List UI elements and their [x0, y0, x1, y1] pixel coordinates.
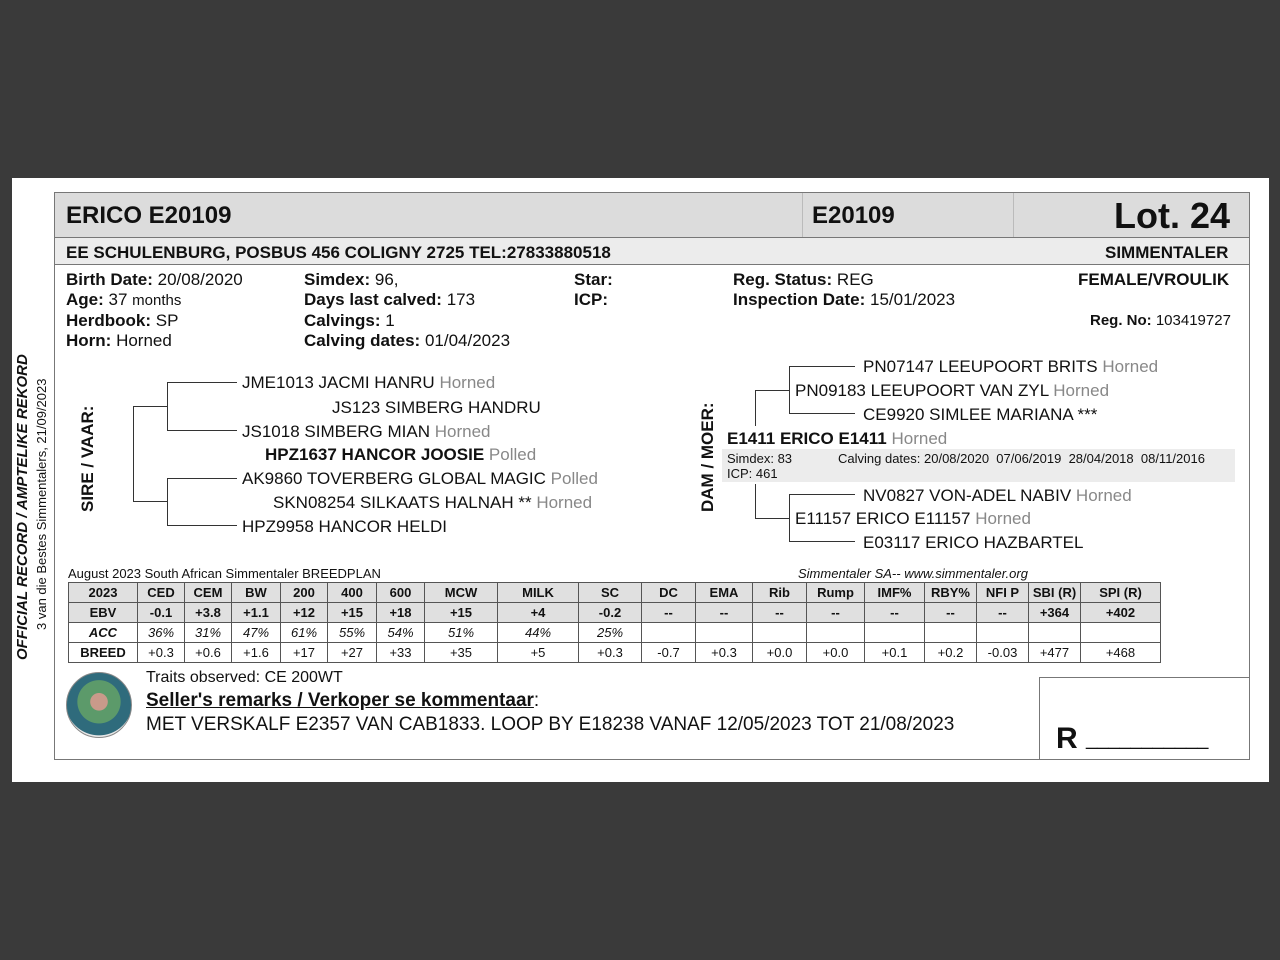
pedigree-line: [133, 406, 134, 502]
ebv-cell: +15: [328, 603, 377, 623]
ebv-cell: 25%: [579, 623, 642, 643]
ebv-cell: +0.0: [807, 643, 865, 663]
herdbook: Herdbook: SP: [66, 311, 179, 330]
pedigree-line: [789, 494, 790, 542]
dam-dam: E11157 ERICO E11157 Horned: [795, 509, 1031, 528]
ebv-cell: +0.3: [696, 643, 753, 663]
ebv-row-label: EBV: [69, 603, 138, 623]
ebv-cell: [865, 623, 925, 643]
price-symbol: R: [1056, 722, 1078, 755]
lot-number: Lot. 24: [1114, 195, 1231, 236]
pedigree-line: [167, 478, 168, 526]
ebv-cell: 54%: [377, 623, 425, 643]
pedigree-line: [133, 501, 167, 502]
dam-sire-dam: CE9920 SIMLEE MARIANA ***: [863, 405, 1098, 424]
ebv-row: [69, 643, 1161, 663]
sire-sire: JS123 SIMBERG HANDRU: [332, 398, 541, 417]
remarks-title: Seller's remarks / Verkoper se kommentaar:: [146, 690, 540, 711]
sire: HPZ1637 HANCOR JOOSIE Polled: [265, 445, 537, 464]
ebv-cell: MILK: [498, 583, 579, 603]
ebv-cell: +468: [1081, 643, 1161, 663]
ebv-row: [69, 603, 1161, 623]
ebv-cell: BW: [232, 583, 281, 603]
ebv-cell: --: [977, 603, 1029, 623]
ebv-cell: +0.2: [925, 643, 977, 663]
dam: E1411 ERICO E1411 Horned: [727, 429, 948, 448]
owner-line: EE SCHULENBURG, POSBUS 456 COLIGNY 2725 TEL:27833880518: [66, 243, 611, 262]
ebv-cell: SC: [579, 583, 642, 603]
ebv-row: [69, 623, 1161, 643]
ebv-cell: --: [865, 603, 925, 623]
sex-label: FEMALE/VROULIK: [1078, 270, 1230, 289]
ebv-cell: [925, 623, 977, 643]
sale-source-label: 3 van die Bestes Simmentalers, 21/09/2023: [34, 378, 49, 630]
dam-sire: PN09183 LEEUPOORT VAN ZYL Horned: [795, 381, 1110, 400]
ebv-cell: +4: [498, 603, 579, 623]
sire-side-label: SIRE / VAAR:: [78, 405, 97, 512]
ebv-cell: [977, 623, 1029, 643]
ebv-row-label: 2023: [69, 583, 138, 603]
dam-side-label: DAM / MOER:: [698, 402, 717, 512]
ebv-cell: +0.3: [138, 643, 185, 663]
ebv-cell: [696, 623, 753, 643]
animal-id: E20109: [812, 202, 895, 229]
pedigree-line: [789, 366, 855, 367]
pedigree-line: [133, 406, 167, 407]
society-logo-icon: [66, 672, 132, 738]
dam-icp: ICP: 461: [727, 466, 778, 481]
ebv-cell: 400: [328, 583, 377, 603]
ebv-cell: 51%: [425, 623, 498, 643]
ebv-cell: -0.7: [642, 643, 696, 663]
ebv-cell: -0.2: [579, 603, 642, 623]
ebv-cell: CEM: [185, 583, 232, 603]
ebv-cell: SPI (R): [1081, 583, 1161, 603]
ebv-cell: +18: [377, 603, 425, 623]
ebv-table: [68, 582, 1161, 663]
dam-calving-dates: Calving dates: 20/08/2020 07/06/2019 28/04/2018 08/11/2016: [838, 451, 1205, 466]
header-bar: [55, 193, 1249, 238]
pedigree-line: [167, 430, 237, 431]
ebv-cell: +15: [425, 603, 498, 623]
ebv-cell: [642, 623, 696, 643]
ebv-cell: +0.6: [185, 643, 232, 663]
calvings: Calvings: 1: [304, 311, 395, 330]
age: Age: 37 months: [66, 290, 182, 309]
pedigree-line: [755, 390, 789, 391]
header-divider: [1013, 193, 1014, 237]
pedigree-line: [755, 484, 756, 518]
ebv-cell: [807, 623, 865, 643]
ebv-cell: --: [753, 603, 807, 623]
header-divider: [802, 193, 803, 237]
ebv-cell: +27: [328, 643, 377, 663]
ebv-row-label: BREED: [69, 643, 138, 663]
ebv-cell: --: [925, 603, 977, 623]
ebv-cell: 44%: [498, 623, 579, 643]
ebv-cell: 31%: [185, 623, 232, 643]
ebv-cell: +12: [281, 603, 328, 623]
ebv-cell: EMA: [696, 583, 753, 603]
remarks-text: MET VERSKALF E2357 VAN CAB1833. LOOP BY E18238 VANAF 12/05/2023 TOT 21/08/2023: [146, 714, 955, 735]
price-blank[interactable]: ___________: [1086, 728, 1209, 750]
ebv-cell: --: [696, 603, 753, 623]
ebv-cell: +5: [498, 643, 579, 663]
ebv-cell: 600: [377, 583, 425, 603]
pedigree-line: [755, 390, 756, 426]
pedigree-line: [789, 366, 790, 414]
ebv-cell: MCW: [425, 583, 498, 603]
ebv-cell: --: [807, 603, 865, 623]
ebv-cell: RBY%: [925, 583, 977, 603]
ebv-cell: +0.0: [753, 643, 807, 663]
sire-dam: SKN08254 SILKAATS HALNAH ** Horned: [273, 493, 593, 512]
ebv-cell: 200: [281, 583, 328, 603]
ebv-cell: Rump: [807, 583, 865, 603]
ebv-cell: DC: [642, 583, 696, 603]
breedplan-site: Simmentaler SA-- www.simmentaler.org: [798, 566, 1028, 581]
ebv-cell: +3.8: [185, 603, 232, 623]
pedigree-line: [167, 478, 237, 479]
horn-status: Horn: Horned: [66, 331, 172, 350]
pedigree-line: [755, 518, 789, 519]
sire-dam-sire: AK9860 TOVERBERG GLOBAL MAGIC Polled: [242, 469, 598, 488]
reg-status: Reg. Status: REG: [733, 270, 874, 289]
traits-observed: Traits observed: CE 200WT: [146, 669, 343, 686]
ebv-cell: +0.1: [865, 643, 925, 663]
ebv-cell: +33: [377, 643, 425, 663]
dam-simdex: Simdex: 83: [727, 451, 793, 466]
dam-sire-sire: PN07147 LEEUPOORT BRITS Horned: [863, 357, 1159, 376]
official-record-label: OFFICIAL RECORD / AMPTELIKE REKORD: [14, 354, 31, 660]
pedigree-line: [789, 413, 855, 414]
ebv-cell: +0.3: [579, 643, 642, 663]
sire-sire-dam: JS1018 SIMBERG MIAN Horned: [242, 422, 491, 441]
ebv-cell: +1.6: [232, 643, 281, 663]
pedigree-line: [167, 525, 237, 526]
ebv-row-label: ACC: [69, 623, 138, 643]
pedigree-line: [167, 382, 168, 431]
ebv-cell: [1029, 623, 1081, 643]
ebv-cell: +402: [1081, 603, 1161, 623]
calving-dates: Calving dates: 01/04/2023: [304, 331, 511, 350]
breedplan-source: August 2023 South African Simmentaler BREEDPLAN: [68, 566, 381, 581]
reg-number: Reg. No: 103419727: [1090, 312, 1231, 329]
ebv-cell: -0.1: [138, 603, 185, 623]
ebv-cell: CED: [138, 583, 185, 603]
dam-dam-sire: NV0827 VON-ADEL NABIV Horned: [863, 486, 1132, 505]
ebv-cell: [753, 623, 807, 643]
ebv-cell: +35: [425, 643, 498, 663]
inspection-date: Inspection Date: 15/01/2023: [733, 290, 956, 309]
ebv-cell: +364: [1029, 603, 1081, 623]
ebv-cell: IMF%: [865, 583, 925, 603]
sire-dam-dam: HPZ9958 HANCOR HELDI: [242, 517, 448, 536]
icp-label: ICP:: [574, 290, 608, 309]
ebv-cell: Rib: [753, 583, 807, 603]
animal-name: ERICO E20109: [66, 202, 232, 229]
ebv-cell: -0.03: [977, 643, 1029, 663]
breed-label: SIMMENTALER: [1105, 243, 1229, 262]
simdex: Simdex: 96,: [304, 270, 399, 289]
ebv-cell: +17: [281, 643, 328, 663]
ebv-cell: SBI (R): [1029, 583, 1081, 603]
ebv-cell: +477: [1029, 643, 1081, 663]
ebv-cell: 61%: [281, 623, 328, 643]
sire-sire-sire: JME1013 JACMI HANRU Horned: [242, 373, 496, 392]
ebv-cell: --: [642, 603, 696, 623]
ebv-cell: +1.1: [232, 603, 281, 623]
ebv-cell: NFI P: [977, 583, 1029, 603]
pedigree-line: [167, 382, 237, 383]
ebv-cell: 47%: [232, 623, 281, 643]
dam-dam-dam: E03117 ERICO HAZBARTEL: [863, 533, 1084, 552]
pedigree-line: [789, 541, 855, 542]
ebv-cell: [1081, 623, 1161, 643]
ebv-cell: 55%: [328, 623, 377, 643]
pedigree-line: [789, 494, 855, 495]
ebv-row: [69, 583, 1161, 603]
star-label: Star:: [574, 270, 613, 289]
ebv-cell: 36%: [138, 623, 185, 643]
birth-date: Birth Date: 20/08/2020: [66, 270, 243, 289]
days-last-calved: Days last calved: 173: [304, 290, 476, 309]
